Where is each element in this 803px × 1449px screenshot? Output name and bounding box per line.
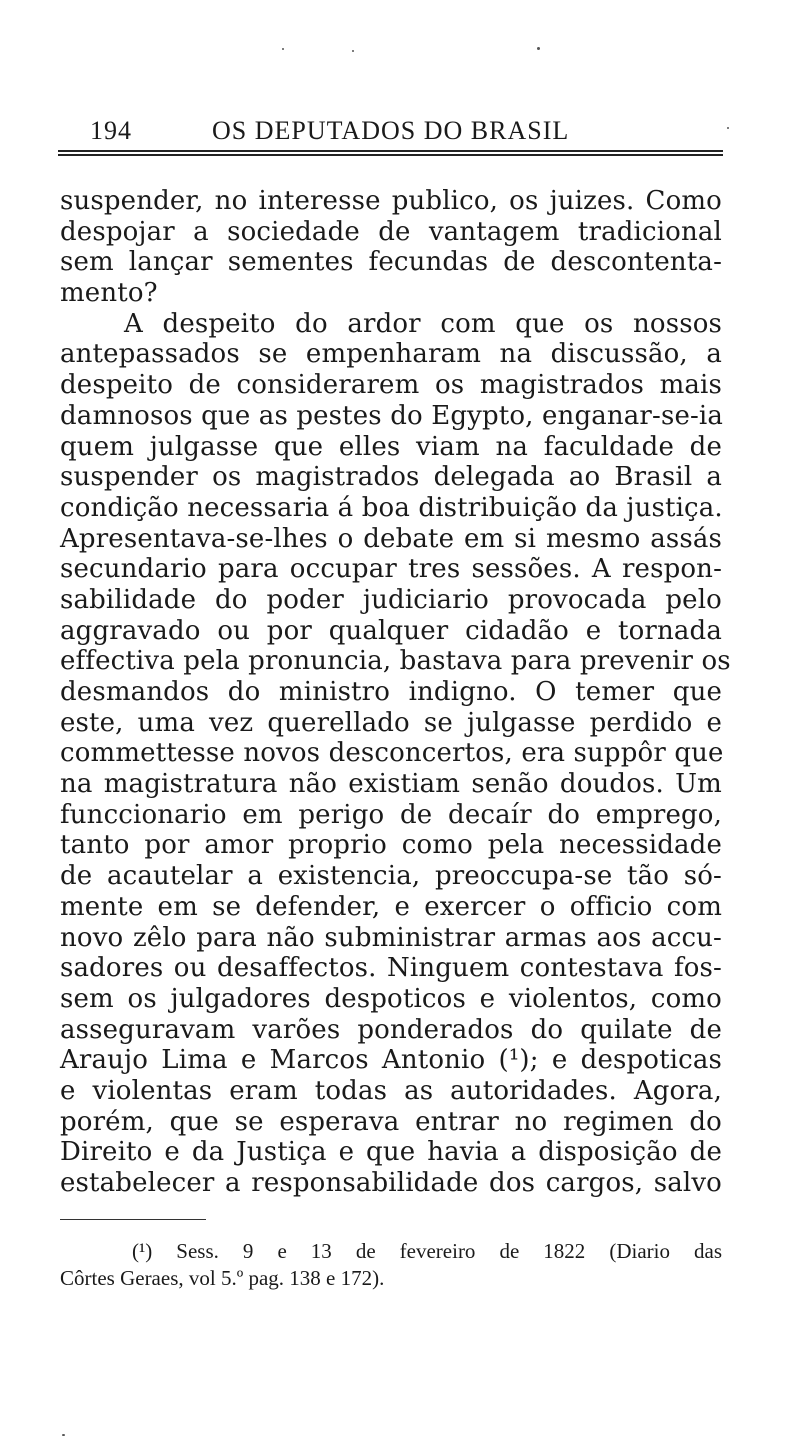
text-line: este, uma vez querellado se julgasse perdido e bbox=[60, 707, 722, 738]
text-line: sabilidade do poder judiciario provocada pelo bbox=[60, 584, 722, 615]
text-line: aggravado ou por qualquer cidadão e tornada bbox=[60, 615, 722, 646]
text-line: Araujo Lima e Marcos Antonio (¹); e despoticas bbox=[60, 1045, 722, 1076]
text-line: commettesse novos desconcertos, era suppôr que bbox=[60, 738, 724, 769]
text-line: asseguravam varões ponderados do quilate de bbox=[60, 1014, 722, 1045]
running-title: OS DEPUTADOS DO BRASIL bbox=[212, 116, 570, 145]
text-line: mente em se defender, e exercer o officio com bbox=[60, 891, 722, 922]
text-line: condição necessaria á boa distribuição da justiça. bbox=[60, 492, 723, 523]
text-line: antepassados se empenharam na discussão, a bbox=[60, 339, 722, 370]
text-line: na magistratura não existiam senão doudos. Um bbox=[60, 769, 722, 800]
text-line: de acautelar a existencia, preoccupa-se tão só- bbox=[60, 861, 722, 892]
scan-speck bbox=[537, 47, 540, 50]
header-double-rule bbox=[58, 150, 723, 156]
text-line: A despeito do ardor com que os nossos bbox=[124, 308, 722, 339]
text-line: secundario para occupar tres sessões. A respon- bbox=[60, 554, 722, 585]
text-line: sadores ou desaffectos. Ninguem contestava fos- bbox=[60, 953, 722, 984]
page-number: 194 bbox=[90, 116, 132, 145]
text-line: estabelecer a responsabilidade dos cargos, salvo bbox=[60, 1168, 722, 1198]
footnote-separator bbox=[60, 1219, 206, 1220]
text-line: Direito e da Justiça e que havia a disposição de bbox=[60, 1137, 722, 1168]
text-line: Apresentava-se-lhes o debate em si mesmo assás bbox=[60, 523, 722, 554]
text-line: suspender, no interesse publico, os juizes. Como bbox=[60, 186, 722, 216]
body-text bbox=[60, 186, 731, 1199]
footnotes bbox=[60, 1238, 722, 1292]
footnote-line: Côrtes Geraes, vol 5.º pag. 138 e 172). bbox=[60, 1266, 385, 1290]
text-line: funccionario em perigo de decaír do emprego, bbox=[60, 799, 722, 830]
text-line: effectiva pela pronuncia, bastava para prevenir os bbox=[60, 646, 731, 677]
scan-speck bbox=[282, 48, 284, 50]
text-line: novo zêlo para não subministrar armas aos accu- bbox=[60, 922, 722, 953]
text-line: damnosos que as pestes do Egypto, enganar-se-ia bbox=[60, 400, 724, 431]
scan-speck bbox=[62, 1434, 65, 1436]
footnote-line: (¹) Sess. 9 e 13 de fevereiro de 1822 (Diario das bbox=[132, 1239, 722, 1263]
text-line: e violentas eram todas as autoridades. Agora, bbox=[60, 1075, 722, 1106]
scan-speck bbox=[727, 127, 729, 129]
scan-speck bbox=[352, 50, 354, 52]
page-header bbox=[88, 116, 723, 150]
text-line: tanto por amor proprio como pela necessidade bbox=[60, 830, 722, 861]
text-line: desmandos do ministro indigno. O temer que bbox=[60, 677, 722, 707]
text-line: despojar a sociedade de vantagem tradicional bbox=[60, 216, 722, 247]
text-line: quem julgasse que elles viam na faculdade de bbox=[60, 431, 722, 462]
text-line: despeito de considerarem os magistrados mais bbox=[60, 370, 722, 401]
text-line: suspender os magistrados delegada ao Brasil a bbox=[60, 462, 722, 493]
text-line: sem os julgadores despoticos e violentos, como bbox=[60, 983, 722, 1014]
text-line: sem lançar sementes fecundas de descontenta- bbox=[60, 247, 722, 278]
text-line: mento? bbox=[60, 278, 158, 309]
text-line: porém, que se esperava entrar no regimen do bbox=[60, 1106, 722, 1137]
